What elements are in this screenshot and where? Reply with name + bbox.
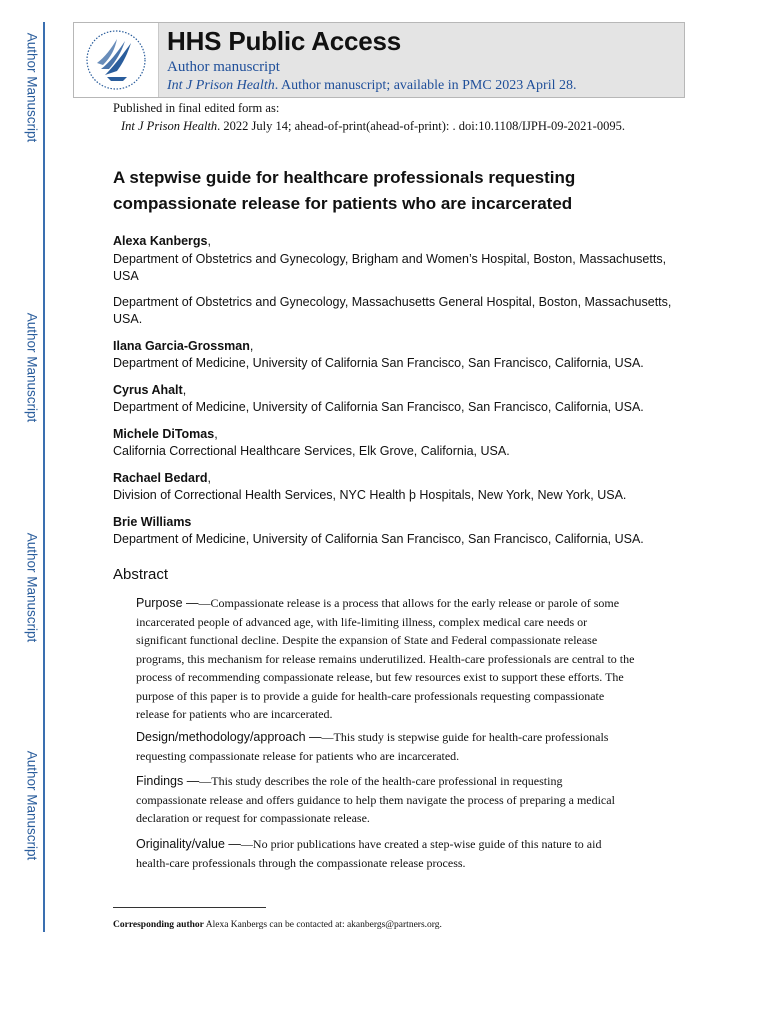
hhs-header: [73, 22, 685, 98]
sidebar-label: Author Manuscript: [24, 532, 40, 642]
author-list: [113, 233, 673, 558]
hhs-title: HHS Public Access: [167, 26, 402, 56]
abstract-section-originality: Originality/value ——No prior publications have created a step-wise guide of this nature to aid health-care professionals through the compassionate release process.: [136, 837, 602, 870]
author-entry: Michele DiTomas, California Correctional Healthcare Services, Elk Grove, California, USA.: [113, 426, 510, 458]
author-entry: Brie Williams Department of Medicine, University of California San Francisco, San Francisco, California, USA.: [113, 514, 644, 546]
author-entry: Alexa Kanbergs, Department of Obstetrics and Gynecology, Brigham and Women’s Hospital, Boston, Massachusetts, USA Department of Obstetrics and Gynecology, Massachusetts General Hospital, Boston, Massachusetts, USA.: [113, 234, 672, 326]
abstract-heading: Abstract: [113, 566, 169, 583]
sidebar-label: Author Manuscript: [24, 312, 40, 422]
hhs-eagle-logo-icon: [74, 23, 158, 97]
abstract-section-design: Design/methodology/approach ——This study is stepwise guide for health-care professionals requesting compassionate release for patients who are incarcerated.: [136, 730, 609, 763]
sidebar-label: Author Manuscript: [24, 750, 40, 860]
published-info: Published in final edited form as: Int J Prison Health. 2022 July 14; ahead-of-print(ahead-of-print): . doi:10.1108/IJPH-09-2021-0095.: [113, 101, 625, 133]
footnote-divider: [113, 907, 266, 908]
corresponding-author-note: Corresponding author Alexa Kanbergs can be contacted at: akanbergs@partners.org.: [113, 920, 442, 930]
abstract-section-findings: Findings ——This study describes the role of the health-care professional in requesting compassionate release and offers guidance to help them navigate the process of preparing a medical declaration or request for compassionate release.: [136, 774, 615, 825]
sidebar-label: Author Manuscript: [24, 32, 40, 142]
sidebar-rule: [43, 22, 45, 932]
abstract-section-purpose: Purpose ——Compassionate release is a process that allows for the early release or parole of some incarcerated people of advanced age, with life-limiting illness, complex medical care needs or significant functional decline. Despite the expansion of State and Federal compassionate release programs, this mechanism for release remains underutilized. Health-care professionals are central to the process of recommending compassionate release, but few resources exist to support these efforts. The purpose of this paper is to provide a guide for health-care professionals requesting compassionate release for patients who are incarcerated.: [136, 596, 635, 721]
journal-citation: Int J Prison Health. Author manuscript; available in PMC 2023 April 28.: [167, 78, 577, 93]
author-entry: Cyrus Ahalt, Department of Medicine, University of California San Francisco, San Francisco, California, USA.: [113, 382, 644, 414]
article-title: A stepwise guide for healthcare professionals requesting compassionate release for patients who are incarcerated: [113, 168, 576, 213]
author-entry: Rachael Bedard, Division of Correctional Health Services, NYC Health þ Hospitals, New York, New York, USA.: [113, 470, 627, 502]
author-entry: Ilana Garcia-Grossman, Department of Medicine, University of California San Francisco, San Francisco, California, USA.: [113, 338, 644, 370]
author-manuscript-label: Author manuscript: [167, 59, 280, 75]
